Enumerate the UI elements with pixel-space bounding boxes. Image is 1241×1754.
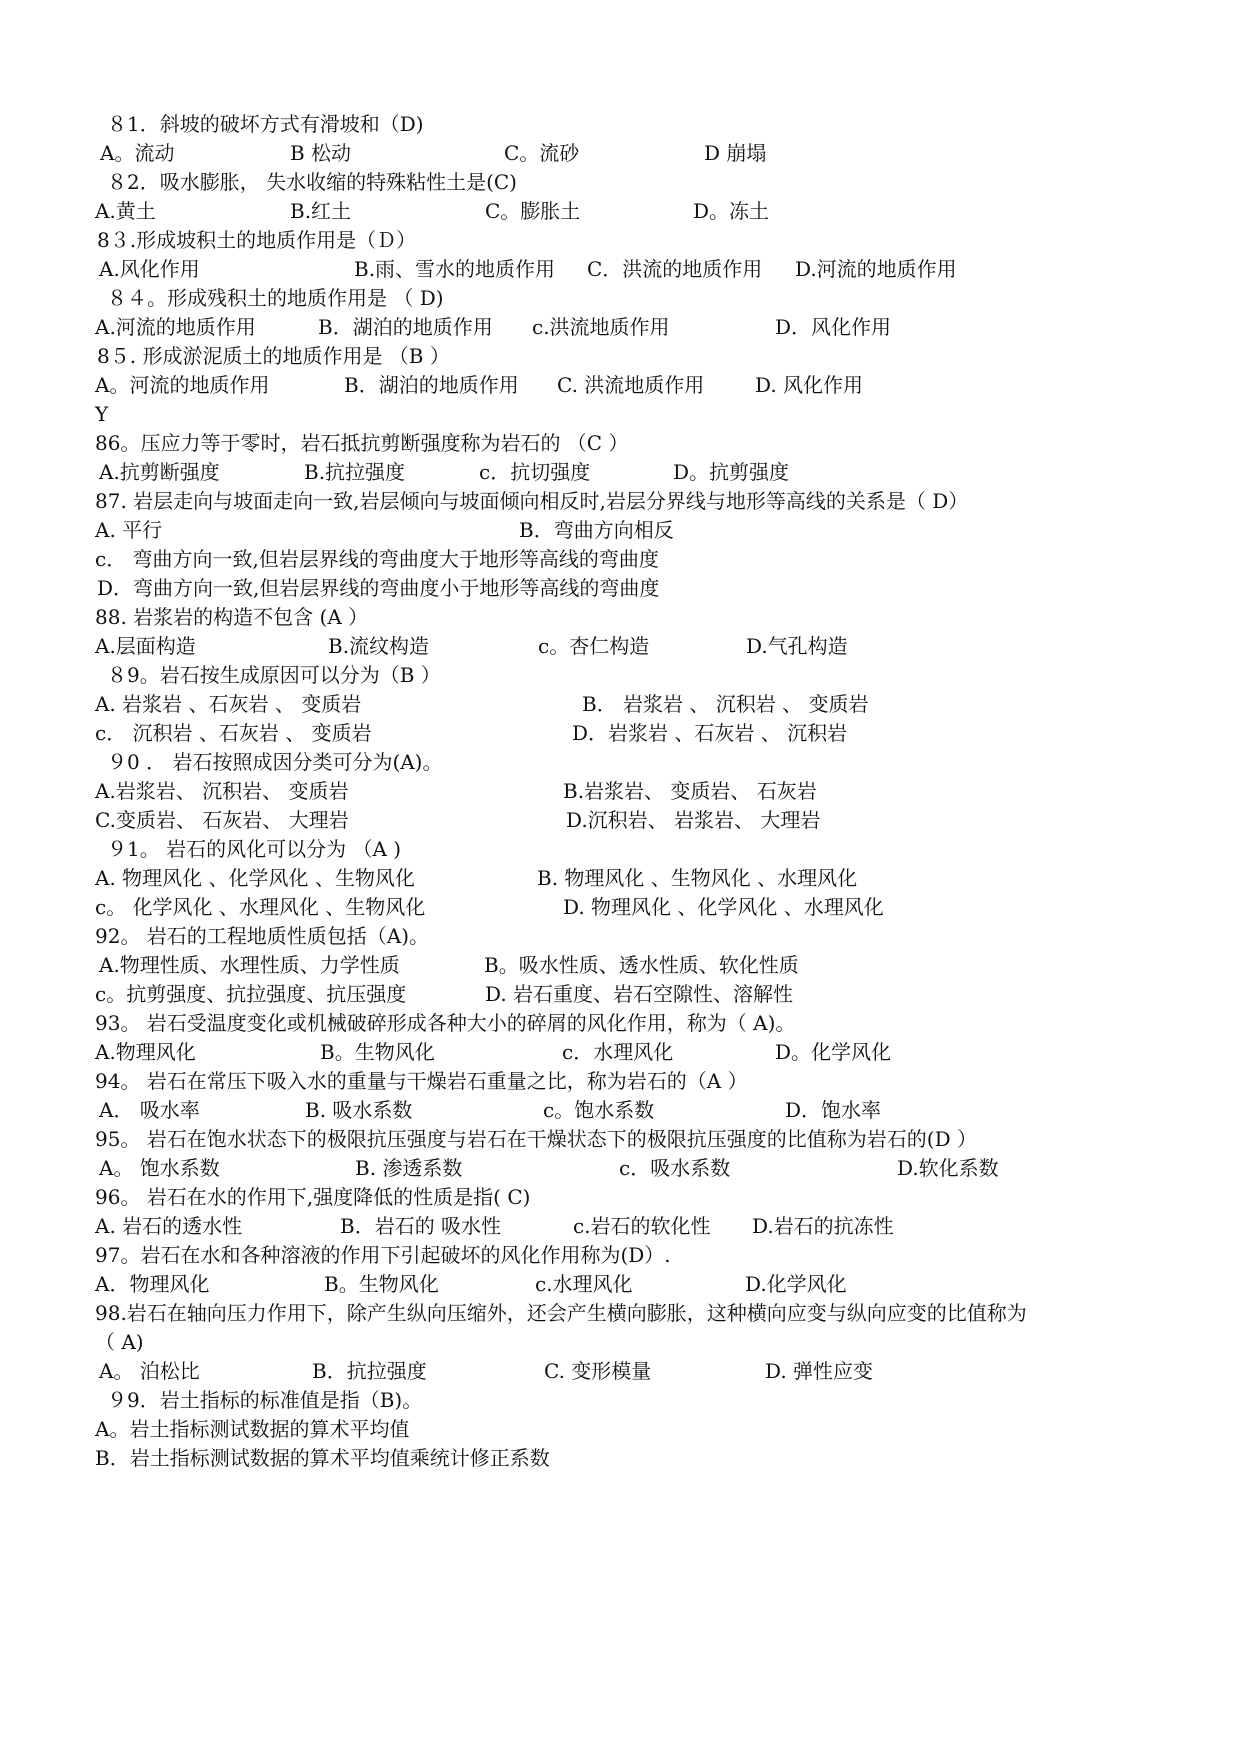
option-d: D．岩浆岩 、石灰岩 、 沉积岩 [572,721,848,745]
option-b: B。吸水性质、透水性质、软化性质 [484,953,799,977]
option-c: C. 变形模量 [544,1359,652,1383]
option-b: B. 吸水系数 [305,1098,413,1122]
option-c: c。抗剪强度、抗拉强度、抗压强度 [95,982,407,1006]
option-b: B．岩石的 吸水性 [340,1214,502,1238]
option-a: A. 物理风化 、化学风化 、生物风化 [95,866,415,890]
document-page: ８1．斜坡的破坏方式有滑坡和（D) A。流动 B 松动 C。流砂 D 崩塌 ８2．吸水膨胀， 失水收缩的特殊粘性土是(C) A.黄土 B.红土 C。膨胀土 D。冻土 8３.形成坡积土的地质作用是（Ｄ） A.风化作用 B.雨、雪水的地质作用 C．洪流的地质作用 D.河流的地质作用 ８４。形成残积土的地质作用是 （ D) A.河流的地质作用 B．湖泊的地质作用 c.洪流地质作用 D．风化作用 8５. 形成淤泥质土的地质作用是 （B ） A。河流的地质作用 B．湖泊的地质作用 C. 洪流地质作用 D. 风化作用 Y 86。压应力等于零时，岩石抵抗剪断强度称为岩石的 （C ） A.抗剪断强度 B.抗拉强度 c．抗切强度 D。抗剪强度 87. 岩层走向与坡面走向一致,岩层倾向与坡面倾向相反时,岩层分界线与地形等高线的关系是（ D） A. 平行 B．弯曲方向相反 c． 弯曲方向一致,但岩层界线的弯曲度大于地形等高线的弯曲度 D．弯曲方向一致,但岩层界线的弯曲度小于地形等高线的弯曲度 88. 岩浆岩的构造不包含 (A ） A.层面构造 B.流纹构造 c。杏仁构造 D.气孔构造 ８9。岩石按生成原因可以分为（B ） A. 岩浆岩 、石灰岩 、 变质岩 B． 岩浆岩 、 沉积岩 、 变质岩 c． 沉积岩 、石灰岩 、 变质岩 D．岩浆岩 、石灰岩 、 沉积岩 ９0 ． 岩石按照成因分类可分为(A)。 A.岩浆岩、 沉积岩、 变质岩 B.岩浆岩、 变质岩、 石灰岩 C.变质岩、 石灰岩、 大理岩 D.沉积岩、 岩浆岩、 大理岩 ９1。 岩石的风化可以分为 （A ) A. 物理风化 、化学风化 、生物风化 B. 物理风化 、生物风化 、水理风化 c。 化学风化 、水理风化 、生物风化 D. 物理风化 、化学风化 、水理风化 92。 岩石的工程地质性质包括（A)。 A.物理性质、水理性质、力学性质 B。吸水性质、透水性质、软化性质 c。抗剪强度、抗拉强度、抗压强度 D. 岩石重度、岩石空隙性、溶解性 93。 岩石受温度变化或机械破碎形成各种大小的碎屑的风化作用，称为（ A)。 A.物理风化 B。生物风化 c．水理风化 D。化学风化 94。 岩石在常压下吸入水的重量与干燥岩石重量之比，称为岩石的（A ） A． 吸水率 B. 吸水系数 c。饱水系数 D．饱水率 95。 岩石在饱水状态下的极限抗压强度与岩石在干燥状态下的极限抗压强度的比值称为岩石的(D ） A。 饱水系数 B. 渗透系数 c．吸水系数 D.软化系数 96。 岩石在水的作用下,强度降低的性质是指( C) A. 岩石的透水性 B．岩石的 吸水性 c.岩石的软化性 D.岩石的抗冻性 97。岩石在水和各种溶液的作用下引起破坏的风化作用称为(D）. A．物理风化 B。生物风化 c.水理风化 D.化学风化 98.岩石在轴向压力作用下，除产生纵向压缩外，还会产生横向膨胀，这种横向应变与纵向应变的比值称为 （ A) A。 泊松比 B．抗拉强度 C. 变形模量 D. 弹性应变 ９9．岩土指标的标准值是指（B)。 A。岩土指标测试数据的算术平均值 B．岩土指标测试数据的算术平均值乘统计修正系数 [95,112,1027,1470]
option-d: D.化学风化 [745,1272,847,1296]
option-a: A. 岩浆岩 、石灰岩 、 变质岩 [95,692,362,716]
option-c: c。杏仁构造 [538,634,650,658]
option-c: c．水理风化 [562,1040,674,1064]
option-a: A.抗剪断强度 [99,460,220,484]
option-a: A.河流的地质作用 [95,315,256,339]
option-d: D.软化系数 [897,1156,999,1180]
option-c: c． 沉积岩 、石灰岩 、 变质岩 [95,721,372,745]
option-d: D．饱水率 [785,1098,882,1122]
option-a: A.岩浆岩、 沉积岩、 变质岩 [95,779,349,803]
option-d: D。冻土 [693,199,770,223]
option-c: c.岩石的软化性 [573,1214,711,1238]
option-c: C。流砂 [504,141,580,165]
option-d: D。抗剪强度 [673,460,790,484]
option-b: B．湖泊的地质作用 [318,315,493,339]
option-b: B 松动 [290,141,352,165]
option-a: A.黄土 [95,199,156,223]
option-c: C．洪流的地质作用 [587,257,763,281]
option-b: B.岩浆岩、 变质岩、 石灰岩 [563,779,817,803]
option-b: B。生物风化 [320,1040,435,1064]
option-a: A。流动 [100,141,175,165]
option-d: D.岩石的抗冻性 [752,1214,894,1238]
option-a: A.风化作用 [99,257,200,281]
option-b: B.红土 [290,199,352,223]
option-a: A.物理性质、水理性质、力学性质 [99,953,400,977]
option-a: A．物理风化 [95,1272,210,1296]
option-d: D．风化作用 [775,315,892,339]
option-b: B.抗拉强度 [304,460,406,484]
option-d: D.气孔构造 [746,634,848,658]
option-b: B.流纹构造 [328,634,430,658]
option-b: B．弯曲方向相反 [519,518,674,542]
option-d: D. 物理风化 、化学风化 、水理风化 [563,895,884,919]
option-c: C。膨胀土 [485,199,581,223]
option-a: A. 岩石的透水性 [95,1214,243,1238]
option-d: D. 风化作用 [755,373,864,397]
option-b: B.雨、雪水的地质作用 [354,257,556,281]
option-c: c.洪流地质作用 [532,315,670,339]
option-c: c．吸水系数 [619,1156,731,1180]
option-a: A. 平行 [95,518,163,542]
option-a: A． 吸水率 [99,1098,200,1122]
option-b: B．湖泊的地质作用 [344,373,519,397]
option-d: D. 岩石重度、岩石空隙性、溶解性 [485,982,794,1006]
option-c: c。饱水系数 [543,1098,655,1122]
option-c: C.变质岩、 石灰岩、 大理岩 [95,808,349,832]
option-a: A。 饱水系数 [99,1156,220,1180]
option-d: D.河流的地质作用 [795,257,957,281]
option-d: D. 弹性应变 [765,1359,874,1383]
option-a: A.层面构造 [95,634,196,658]
option-b: B. 渗透系数 [355,1156,463,1180]
option-a: A.物理风化 [95,1040,196,1064]
option-b: B． 岩浆岩 、 沉积岩 、 变质岩 [582,692,869,716]
option-c: c。 化学风化 、水理风化 、生物风化 [95,895,426,919]
option-c: c.水理风化 [535,1272,633,1296]
option-a: A。河流的地质作用 [95,373,270,397]
option-d: D 崩塌 [704,141,767,165]
option-a: A。 泊松比 [99,1359,200,1383]
option-b: B。生物风化 [324,1272,439,1296]
option-c: c．抗切强度 [479,460,591,484]
option-b: B. 物理风化 、生物风化 、水理风化 [537,866,858,890]
option-d: D.沉积岩、 岩浆岩、 大理岩 [566,808,821,832]
option-b: B．抗拉强度 [312,1359,427,1383]
option-c: C. 洪流地质作用 [557,373,705,397]
option-d: D。化学风化 [775,1040,892,1064]
